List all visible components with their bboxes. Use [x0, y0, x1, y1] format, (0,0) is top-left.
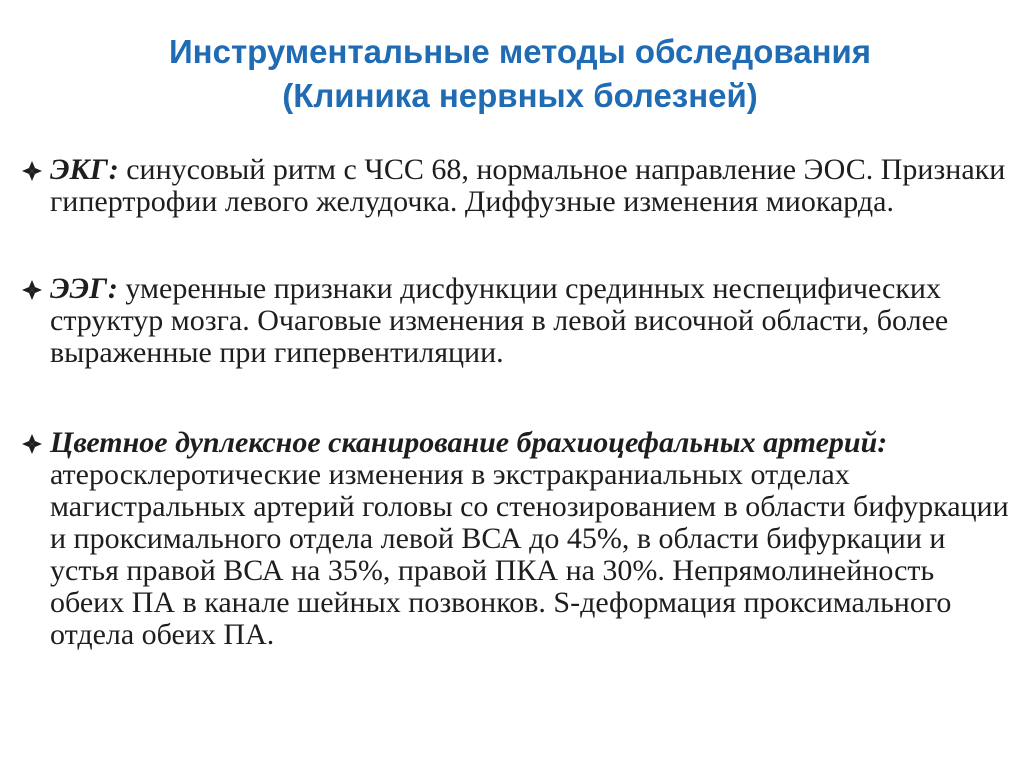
diamond-bullet-icon: [22, 434, 42, 454]
item-label: Цветное дуплексное сканирование брахиоцефальных артерий:: [50, 426, 888, 459]
bullet-list: [14, 154, 1014, 651]
title-line-2: (Клиника нервных болезней): [282, 77, 758, 114]
item-text: умеренные признаки дисфункции срединных неспецифических структур мозга. Очаговые изменения в левой височной области, более выраженные при гипервентиляции.: [50, 272, 949, 369]
item-text: атеросклеротические изменения в экстракраниальных отделах магистральных артерий головы со стенозированием в области бифуркации и проксимального отдела левой ВСА до 45%, в области бифуркации и устья правой ВСА на 35%, правой ПКА на 30%. Непрямолинейность обеих ПА в канале шейных позвонков. S-деформация проксимального отдела обеих ПА.: [50, 458, 1009, 651]
title-line-1: Инструментальные методы обследования: [168, 33, 872, 70]
item-label: ЭЭГ:: [50, 272, 118, 305]
slide-title: [60, 30, 980, 118]
list-item: [14, 273, 1014, 369]
list-item: [14, 427, 1014, 651]
item-label: ЭКГ:: [50, 153, 119, 186]
diamond-bullet-icon: [22, 161, 42, 181]
list-item: [14, 154, 1014, 218]
item-text: синусовый ритм с ЧСС 68, нормальное направление ЭОС. Признаки гипертрофии левого желудочка. Диффузные изменения миокарда.: [50, 153, 1006, 218]
diamond-bullet-icon: [22, 280, 42, 300]
